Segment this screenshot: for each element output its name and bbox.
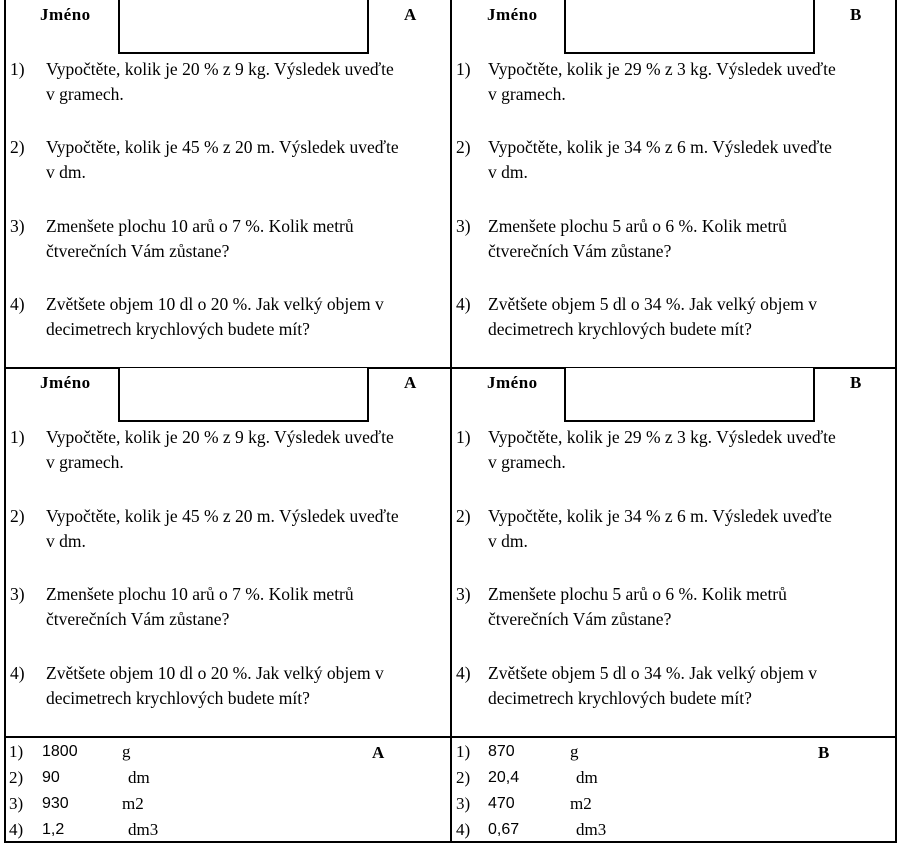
question-number: 4) — [456, 294, 471, 314]
question-text: Zmenšete plochu 10 arů o 7 %. Kolik metrů — [46, 216, 354, 236]
question-text: Vypočtěte, kolik je 29 % z 3 kg. Výsledek uveďte — [488, 59, 836, 79]
question-text-cont: čtverečních Vám zůstane? — [46, 609, 230, 629]
answer-number: 4) — [456, 820, 471, 839]
answer-value: 1800 — [42, 743, 78, 760]
question-number: 1) — [10, 427, 25, 447]
answer-value: 20,4 — [488, 769, 520, 786]
answer-value: 930 — [42, 795, 69, 812]
question-text: Vypočtěte, kolik je 34 % z 6 m. Výsledek uveďte — [488, 506, 832, 526]
answer-unit: dm3 — [128, 820, 159, 839]
question-number: 3) — [456, 584, 471, 604]
question-text-cont: čtverečních Vám zůstane? — [488, 241, 672, 261]
question-number: 4) — [10, 294, 25, 314]
question-text-cont: v gramech. — [46, 84, 124, 104]
answer-value: 90 — [42, 769, 60, 786]
answer-number: 1) — [456, 742, 471, 761]
name-label: Jméno — [40, 5, 91, 24]
question-number: 3) — [456, 216, 471, 236]
answer-number: 4) — [9, 820, 24, 839]
answer-value: 0,67 — [488, 821, 520, 838]
variant-label: B — [850, 5, 862, 24]
question-number: 1) — [456, 427, 471, 447]
question-text: Zvětšete objem 10 dl o 20 %. Jak velký objem v — [46, 294, 384, 314]
answer-number: 3) — [456, 794, 471, 813]
name-field[interactable] — [118, 368, 369, 422]
variant-label: A — [404, 373, 417, 392]
name-field[interactable] — [564, 368, 815, 422]
answer-value: 1,2 — [42, 821, 65, 838]
name-label: Jméno — [487, 5, 538, 24]
answer-unit: g — [570, 742, 579, 761]
question-text: Vypočtěte, kolik je 34 % z 6 m. Výsledek uveďte — [488, 137, 832, 157]
question-number: 2) — [456, 137, 471, 157]
name-label: Jméno — [40, 373, 91, 392]
question-number: 2) — [10, 506, 25, 526]
answer-number: 2) — [456, 768, 471, 787]
question-text-cont: v dm. — [488, 162, 528, 182]
question-text: Zmenšete plochu 5 arů o 6 %. Kolik metrů — [488, 216, 787, 236]
answer-unit: m2 — [122, 794, 144, 813]
question-text-cont: v dm. — [46, 162, 86, 182]
question-text: Vypočtěte, kolik je 20 % z 9 kg. Výsledek uveďte — [46, 427, 394, 447]
question-text-cont: čtverečních Vám zůstane? — [46, 241, 230, 261]
question-number: 1) — [10, 59, 25, 79]
answer-unit: dm — [576, 768, 598, 787]
question-text-cont: v dm. — [488, 531, 528, 551]
answer-unit: dm3 — [576, 820, 607, 839]
answer-value: 870 — [488, 743, 515, 760]
answer-variant-label: A — [372, 743, 385, 762]
answer-number: 2) — [9, 768, 24, 787]
question-text: Zmenšete plochu 10 arů o 7 %. Kolik metrů — [46, 584, 354, 604]
name-field[interactable] — [118, 0, 369, 54]
question-text: Vypočtěte, kolik je 20 % z 9 kg. Výsledek uveďte — [46, 59, 394, 79]
question-text-cont: decimetrech krychlových budete mít? — [46, 319, 310, 339]
question-number: 3) — [10, 584, 25, 604]
answer-value: 470 — [488, 795, 515, 812]
column-divider — [450, 0, 452, 843]
question-text: Zvětšete objem 10 dl o 20 %. Jak velký objem v — [46, 663, 384, 683]
question-text-cont: v gramech. — [46, 452, 124, 472]
question-text-cont: čtverečních Vám zůstane? — [488, 609, 672, 629]
question-number: 4) — [10, 663, 25, 683]
question-text: Vypočtěte, kolik je 29 % z 3 kg. Výsledek uveďte — [488, 427, 836, 447]
question-text-cont: decimetrech krychlových budete mít? — [46, 688, 310, 708]
question-number: 2) — [456, 506, 471, 526]
answer-unit: dm — [128, 768, 150, 787]
question-number: 4) — [456, 663, 471, 683]
variant-label: A — [404, 5, 417, 24]
answer-variant-label: B — [818, 743, 830, 762]
question-text-cont: v gramech. — [488, 452, 566, 472]
answer-number: 1) — [9, 742, 24, 761]
question-text-cont: v gramech. — [488, 84, 566, 104]
question-text: Zvětšete objem 5 dl o 34 %. Jak velký objem v — [488, 294, 818, 314]
question-text-cont: decimetrech krychlových budete mít? — [488, 688, 752, 708]
question-text: Vypočtěte, kolik je 45 % z 20 m. Výsledek uveďte — [46, 506, 399, 526]
question-number: 2) — [10, 137, 25, 157]
question-number: 3) — [10, 216, 25, 236]
answer-number: 3) — [9, 794, 24, 813]
name-field[interactable] — [564, 0, 815, 54]
question-text: Zmenšete plochu 5 arů o 6 %. Kolik metrů — [488, 584, 787, 604]
question-text: Zvětšete objem 5 dl o 34 %. Jak velký objem v — [488, 663, 818, 683]
name-label: Jméno — [487, 373, 538, 392]
answer-unit: g — [122, 742, 131, 761]
question-text: Vypočtěte, kolik je 45 % z 20 m. Výsledek uveďte — [46, 137, 399, 157]
question-text-cont: v dm. — [46, 531, 86, 551]
question-number: 1) — [456, 59, 471, 79]
question-text-cont: decimetrech krychlových budete mít? — [488, 319, 752, 339]
variant-label: B — [850, 373, 862, 392]
answer-unit: m2 — [570, 794, 592, 813]
